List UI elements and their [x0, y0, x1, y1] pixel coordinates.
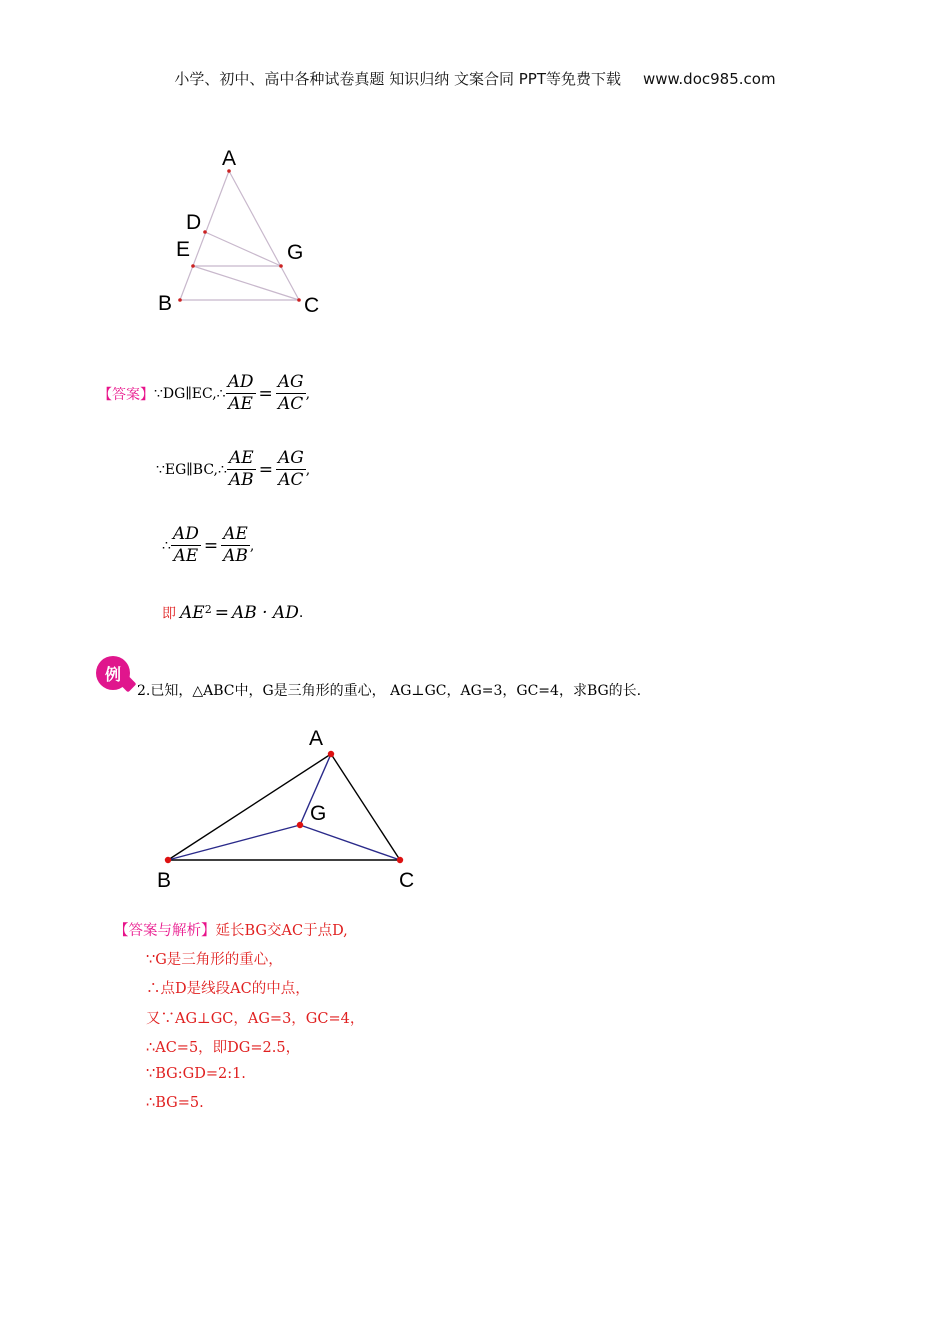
label-D: D: [186, 211, 202, 234]
fraction-AE-AB-2: $\frac{AE}{AB}$: [223, 524, 248, 567]
point-C-2: [397, 857, 403, 863]
label-A: A: [222, 147, 237, 170]
fraction-AG-AC-2: $\frac{AG}{AC}$: [277, 448, 304, 491]
label-B: B: [158, 292, 173, 315]
answer1-line4-prefix: 即: [162, 606, 176, 622]
label-A-2: A: [309, 727, 324, 750]
solution2-line-3: 又∵AG⊥GC，AG=3，GC=4，: [146, 1011, 365, 1027]
point-B-2: [165, 857, 171, 863]
segment-BG: [168, 825, 300, 860]
answer1-tag: 【答案】: [98, 386, 154, 403]
solution2-first: 延长BG交AC于点D,: [215, 923, 348, 939]
example2-question: 2.已知，△ABC中，G是三角形的重心， AG⊥GC，AG=3，GC=4，求BG的长.: [137, 683, 642, 699]
answer1-line2-prefix: ∵EG∥BC,∴: [156, 461, 227, 478]
solution2-line-6: ∴BG=5.: [146, 1095, 204, 1111]
fraction-AD-AE-2: $\frac{AD}{AE}$: [172, 524, 199, 567]
point-G-2: [297, 822, 303, 828]
expr-AB-AD: AB · AD: [231, 603, 299, 623]
header-text: 小学、初中、高中各种试卷真题 知识归纳 文案合同 PPT等免费下载: [174, 70, 621, 88]
solution2-tag: 【答案与解析】: [114, 923, 216, 939]
label-G-2: G: [310, 802, 327, 825]
answer1-line2: ∵EG∥BC,∴ $\frac{AE}{AB}$ = $\frac{AG}{AC}$ ,: [156, 448, 311, 491]
segment-AC-2: [331, 754, 400, 860]
fraction-AG-AC: $\frac{AG}{AC}$: [277, 372, 304, 415]
answer1-line3: ∴ $\frac{AD}{AE}$ = $\frac{AE}{AB}$ ,: [162, 524, 255, 567]
label-C: C: [304, 294, 320, 317]
solution2-line-2: ∴点D是线段AC的中点，: [146, 981, 310, 997]
label-C-2: C: [399, 869, 415, 892]
fraction-AD-AE: $\frac{AD}{AE}$: [227, 372, 254, 415]
label-B-2: B: [157, 869, 172, 892]
answer1-line1: 【答案】 ∵DG∥EC,∴ $\frac{AD}{AE}$ = $\frac{AG}{AC}$ ,: [98, 372, 311, 415]
answer1-line1-prefix: ∵DG∥EC,∴: [154, 385, 226, 402]
expr-AE: AE: [180, 603, 205, 623]
point-A-2: [328, 751, 334, 757]
solution2-line-5: ∵BG:GD=2:1.: [146, 1066, 246, 1082]
answer1-line4: 即 AE $^2$ = AB · AD .: [162, 602, 304, 623]
solution2-line-1: ∵G是三角形的重心，: [146, 952, 283, 968]
label-G: G: [287, 241, 304, 264]
segment-GC: [300, 825, 400, 860]
segment-AB-2: [168, 754, 331, 860]
fraction-AE-AB: $\frac{AE}{AB}$: [228, 448, 254, 491]
answer1-line3-prefix: ∴: [162, 537, 171, 554]
solution2-line-4: ∴AC=5，即DG=2.5，: [146, 1040, 301, 1056]
header-site: www.doc985.com: [642, 70, 776, 88]
label-E: E: [176, 238, 191, 261]
example-badge: 例: [96, 656, 130, 690]
solution2-first-line: [114, 919, 348, 940]
